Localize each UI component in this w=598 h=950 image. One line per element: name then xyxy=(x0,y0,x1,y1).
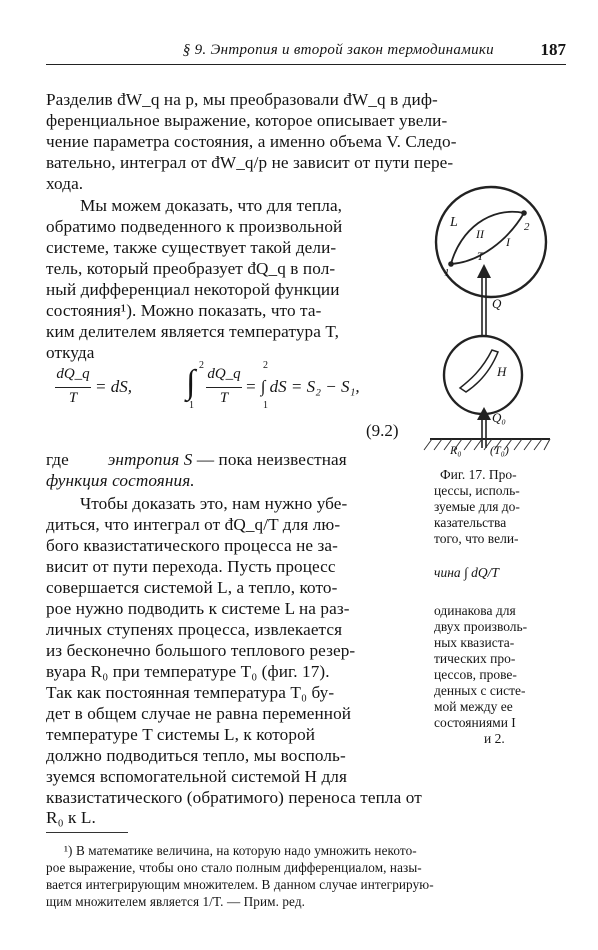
caption-line-13: мой между ее xyxy=(434,699,513,714)
system-h-circle xyxy=(444,336,522,414)
system-h-cycle xyxy=(460,350,498,392)
p3-line-2: функция состояния. xyxy=(46,471,195,490)
p3-rest: — пока неизвестная xyxy=(196,450,347,469)
caption-line-5: того, что вели- xyxy=(434,531,519,546)
eq-rhs: = ∫ dS = S₂ − S₁, xyxy=(245,377,360,396)
p3-term-entropy: энтропия S xyxy=(107,450,193,469)
system-l-circle xyxy=(436,187,546,297)
footnote-line-4: щим множителем является 1/T. — Прим. ред. xyxy=(46,894,306,909)
p4-line-16: R₀ к L. xyxy=(46,808,96,827)
p1-line-1: Разделив đW_q на p, мы преобразовали đW_q в диф- xyxy=(46,90,438,109)
p2-line-1: Мы можем доказать, что для тепла, xyxy=(80,196,343,215)
eq-int-denominator: T xyxy=(219,390,229,406)
eq-number: (9.2) xyxy=(366,421,399,440)
p4-line-13: должно подводиться тепло, мы восполь- xyxy=(46,746,346,765)
caption-line-8: двух произволь- xyxy=(434,619,528,634)
caption-line-14: состояниями I xyxy=(434,715,516,730)
eq-left-denominator: T xyxy=(68,390,78,406)
reservoir-hatching xyxy=(424,439,550,450)
p2-line-7: ким делителем является температура T, xyxy=(46,322,340,341)
label-process-i: I xyxy=(506,235,510,249)
p4-line-11: дет в общем случае не равна переменной xyxy=(46,704,352,723)
p4-line-10: Так как постоянная температура T₀ бу- xyxy=(46,683,335,702)
p1-line-2: ференциальное выражение, которое описывает увели- xyxy=(46,111,448,130)
label-r0: R₀ xyxy=(450,443,462,457)
state-1-point xyxy=(448,261,454,267)
eq-int-lower: 1 xyxy=(189,400,194,411)
p4-line-2: диться, что интеграл от đQ_q/T для лю- xyxy=(46,515,341,534)
footnote-rule xyxy=(46,832,128,833)
footnote-line-1: ¹) В математике величина, на которую надо умножить некото- xyxy=(64,843,417,858)
eq-int-numerator: dQ_q xyxy=(207,366,241,382)
label-state-2: 2 xyxy=(524,221,530,233)
p4-line-1: Чтобы доказать это, нам нужно убе- xyxy=(80,494,348,513)
p1-line-3: чение параметра состояния, а именно объема V. Следо- xyxy=(46,132,457,151)
eq-left-numerator: dQ_q xyxy=(56,366,90,382)
eq-rhs-lower: 1 xyxy=(263,400,268,411)
label-q0: Q₀ xyxy=(492,410,506,425)
label-t0: (T₀) xyxy=(490,443,509,457)
heat-arrow-q-head xyxy=(477,264,491,278)
p4-line-3: бого квазистатического процесса не за- xyxy=(46,536,338,555)
caption-line-9: ных квазиста- xyxy=(434,635,515,650)
eq-int-fraction-bar xyxy=(206,387,242,388)
p4-line-8: из бесконечно большого теплового резер- xyxy=(46,641,356,660)
label-h: H xyxy=(497,364,507,379)
p4-line-15: квазистатического (обратимого) переноса тепла от xyxy=(46,788,422,807)
p4-line-7: личных ступенях процесса, извлекается xyxy=(46,620,343,639)
eq-left-equals: = dS, xyxy=(95,377,132,396)
label-process-ii: II xyxy=(476,227,484,241)
caption-line-1: Фиг. 17. Про- xyxy=(440,467,517,482)
p4-line-14: зуемся вспомогательной системой H для xyxy=(46,767,347,786)
p3-line-1 xyxy=(46,450,347,469)
p1-line-5: хода. xyxy=(46,174,84,193)
running-header xyxy=(46,40,566,65)
p4-line-4: висит от пути перехода. Пусть процесс xyxy=(46,557,336,576)
footnote-line-3: вается интегрирующим множителем. В данном случае интегрирую- xyxy=(46,877,434,892)
process-curve-ii xyxy=(451,212,524,264)
label-l: L xyxy=(450,215,458,230)
p2-line-4: тель, который преобразует đQ_q в пол- xyxy=(46,259,336,278)
eq-left-fraction-bar xyxy=(55,387,91,388)
caption-line-11: цессов, прове- xyxy=(434,667,517,682)
p4-line-5: совершается системой L, а тепло, кото- xyxy=(46,578,338,597)
p4-line-6: рое нужно подводить к системе L на раз- xyxy=(46,599,350,618)
header-title: § 9. Энтропия и второй закон термодинамики xyxy=(182,42,494,58)
caption-line-7: одинакова для xyxy=(434,603,516,618)
caption-line-12: денных с систе- xyxy=(434,683,526,698)
state-2-point xyxy=(521,210,527,216)
caption-line-2: цессы, исполь- xyxy=(434,483,520,498)
eq-integral-sign: ∫ xyxy=(186,364,196,401)
p2-line-3: системе, также существует такой дели- xyxy=(46,238,337,257)
caption-line-6: чина ∫ dQ/T xyxy=(434,565,499,580)
p1-line-4: вательно, интеграл от đW_q/p не зависит от пути пере- xyxy=(46,153,454,172)
p2-line-8: откуда xyxy=(46,343,95,362)
p4-line-9: вуара R₀ при температуре T₀ (фиг. 17). xyxy=(46,662,330,681)
label-state-1: 1 xyxy=(444,267,450,279)
footnote-line-2: рое выражение, чтобы оно стало полным дифференциалом, назы- xyxy=(46,860,422,875)
eq-int-upper: 2 xyxy=(199,360,204,371)
eq-rhs-upper: 2 xyxy=(263,360,268,371)
caption-line-10: тических про- xyxy=(434,651,516,666)
caption-line-3: зуемые для до- xyxy=(434,499,520,514)
page-number: 187 xyxy=(540,40,566,59)
label-q: Q xyxy=(492,296,502,311)
label-t: T xyxy=(477,249,484,263)
p2-line-6: состояния¹). Можно показать, что та- xyxy=(46,301,322,320)
caption-line-15: и 2. xyxy=(484,731,505,746)
p3-where: где xyxy=(46,450,69,469)
p2-line-2: обратимо подведенного к произвольной xyxy=(46,217,343,236)
p4-line-12: температуре T системы L, к которой xyxy=(46,725,316,744)
figure-17 xyxy=(420,180,570,465)
p2-line-5: ный дифференциал некоторой функции xyxy=(46,280,340,299)
caption-line-4: казательства xyxy=(434,515,507,530)
